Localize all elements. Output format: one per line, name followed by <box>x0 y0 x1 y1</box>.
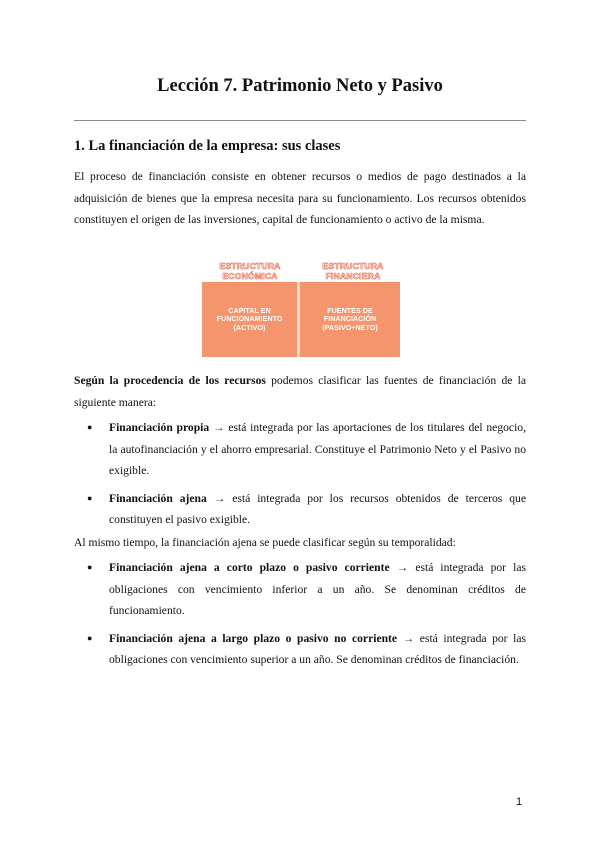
bullet-icon: ● <box>87 632 93 643</box>
funding-sources-box-label: FUENTES DE FINANCIACIÓN (PASIVO+NETO) <box>322 305 378 332</box>
temporal-financing-list <box>74 557 526 677</box>
page-title: Lección 7. Patrimonio Neto y Pasivo <box>157 76 443 96</box>
economic-structure-header <box>202 262 298 281</box>
section-heading: 1. La financiación de la empresa: sus clases <box>74 138 341 154</box>
page-number: 1 <box>516 796 523 808</box>
procedence-bold: Según la procedencia de los recursos <box>74 374 266 387</box>
bullet-icon: ● <box>87 562 93 572</box>
list-item <box>74 557 526 622</box>
capital-box <box>202 282 297 357</box>
list-item-bold: Financiación ajena <box>109 491 207 505</box>
financial-structure-label: ESTRUCTURA FINANCIERA <box>322 261 384 281</box>
list-item-bold: Financiación propia <box>109 421 210 434</box>
temporal-paragraph: Al mismo tiempo, la financiación ajena se puede clasificar según su temporalidad: <box>74 536 456 549</box>
capital-box-label: CAPITAL EN FUNCIONAMIENTO (ACTIVO) <box>216 305 283 332</box>
list-item-text: → está integrada por las obligaciones con vencimiento inferior a un año. Se denominan créditos de funcionamiento. <box>109 561 526 617</box>
financial-structure-diagram <box>202 262 400 356</box>
list-item-text: → está integrada por los recursos obtenidos de terceros que constituyen el pasivo exigible. <box>109 491 526 526</box>
bullet-icon: ● <box>87 492 93 503</box>
procedence-paragraph <box>74 370 526 413</box>
bullet-icon: ● <box>87 422 93 432</box>
list-item <box>74 488 526 531</box>
financial-structure-header <box>305 262 401 281</box>
list-item-bold: Financiación ajena a corto plazo o pasivo corriente <box>109 561 390 574</box>
list-item <box>74 417 526 482</box>
financing-source-list <box>74 417 526 537</box>
list-item-text: → está integrada por las aportaciones de los titulares del negocio, la autofinanciación y el ahorro empresarial. Constituye el Patrimonio Neto y el Pasivo no exigible. <box>109 421 526 477</box>
intro-paragraph: El proceso de financiación consiste en obtener recursos o medios de pago destinados a la adquisición de bienes que la empresa necesita para su funcionamiento. Los recursos obtenidos constituyen el origen de las inversiones, capital de funcionamiento o activo de la misma. <box>74 170 526 226</box>
funding-sources-box <box>300 282 400 357</box>
title-divider <box>74 120 526 121</box>
list-item-bold: Financiación ajena a largo plazo o pasivo no corriente <box>109 631 398 645</box>
list-item-text: → está integrada por las obligaciones con vencimiento superior a un año. Se denominan créditos de financiación. <box>109 631 526 666</box>
economic-structure-label: ESTRUCTURA ECONÓMICA <box>219 261 281 281</box>
list-item <box>74 628 526 671</box>
procedence-rest: podemos clasificar las fuentes de financiación de la siguiente manera: <box>74 374 526 409</box>
